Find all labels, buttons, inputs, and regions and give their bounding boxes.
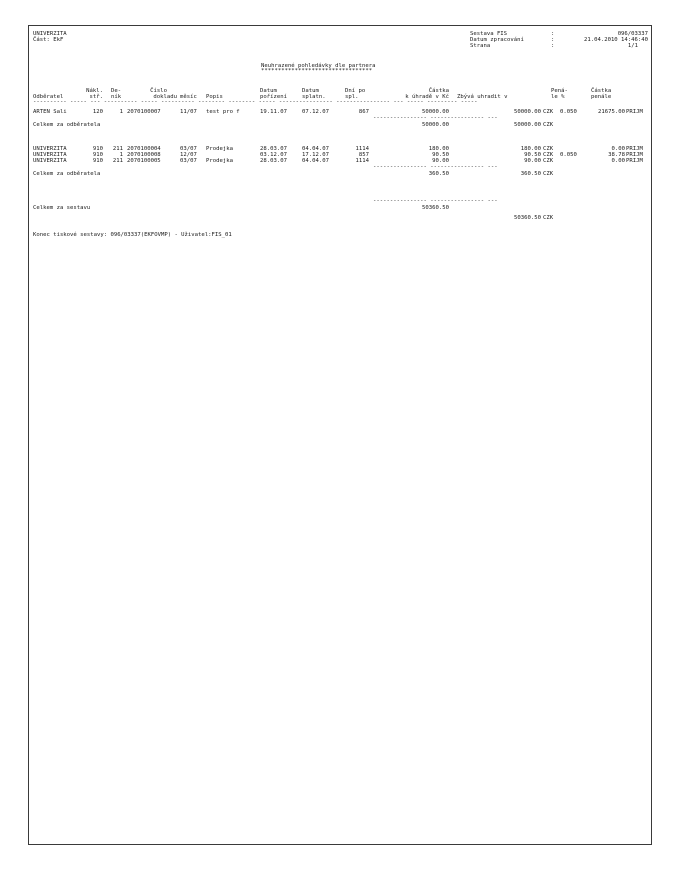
cell-zbyva: 180.00	[520, 146, 541, 152]
cell-odberatel: UNIVERZITA	[33, 152, 67, 158]
report-page	[28, 25, 652, 845]
cell-denik: 211	[112, 158, 123, 164]
cell-zbyva: 50000.00	[514, 109, 541, 115]
cell-datum-spl: 04.04.07	[302, 158, 329, 164]
cell-cislo: 2070100004	[127, 146, 161, 152]
cell-mesic: 12/07	[180, 152, 197, 158]
subtotal-castka: 50000.00	[422, 122, 449, 128]
col-castka-1: Částka	[428, 88, 449, 94]
cell-castka: 50000.00	[422, 109, 449, 115]
header-separator: ---------- ----- --- ---------- ----- ---------- -------- -------- ----- ---------------- ---------------- --- ----- --------- -----	[33, 99, 478, 105]
col-cislo-1: Číslo	[150, 88, 167, 94]
cell-datum-por: 03.12.07	[260, 152, 287, 158]
cell-castka-penale: 21675.00	[598, 109, 625, 115]
cell-denik: 1	[119, 109, 123, 115]
report-footer: Konec tiskové sestavy: 096/03337(EKFOVMP) - Uživatel:FIS_01	[33, 232, 232, 238]
cell-datum-por: 28.03.07	[260, 158, 287, 164]
cell-nakl: 120	[92, 109, 103, 115]
cell-datum-por: 28.03.07	[260, 146, 287, 152]
cell-mesic: 03/07	[180, 158, 197, 164]
cell-penale: 0.050	[560, 109, 577, 115]
grand-total-label: Celkem za sestavu	[33, 205, 91, 211]
subtotal-label: Celkem za odběratela	[33, 171, 101, 177]
grand-total-separator: ---------------- ---------------- ---	[373, 198, 498, 204]
cell-denik: 211	[112, 146, 123, 152]
org-part: Část: EkF	[33, 37, 64, 43]
cell-popis: Prodejka	[206, 158, 233, 164]
cell-typ: PRIJM	[626, 152, 643, 158]
cell-odberatel: ARTEN Sali	[33, 109, 67, 115]
cell-mesic: 11/07	[180, 109, 197, 115]
cell-mena: CZK	[543, 152, 554, 158]
cell-odberatel: UNIVERZITA	[33, 158, 67, 164]
col-denik-2: ník	[111, 94, 122, 100]
grand-total-mena: CZK	[543, 215, 554, 221]
subtotal-castka: 360.50	[428, 171, 449, 177]
cell-denik: 1	[119, 152, 123, 158]
cell-mena: CZK	[543, 109, 554, 115]
cell-zbyva: 90.00	[524, 158, 541, 164]
subtotal-mena: CZK	[543, 171, 554, 177]
org-name: UNIVERZITA	[33, 31, 67, 37]
grand-total-zbyva: 50360.50	[514, 215, 541, 221]
cell-mena: CZK	[543, 146, 554, 152]
col-castka-penale-1: Částka	[591, 88, 612, 94]
subtotal-label: Celkem za odběratela	[33, 122, 101, 128]
cell-nakl: 910	[92, 146, 103, 152]
cell-mesic: 03/07	[180, 146, 197, 152]
col-castka-2: k úhradě v Kč	[405, 94, 449, 100]
cell-cislo: 2070100008	[127, 152, 161, 158]
col-cislo-2: dokladu	[153, 94, 177, 100]
col-datum-por-1: Datum	[260, 88, 277, 94]
col-datum-spl-2: splatn.	[302, 94, 326, 100]
cell-dni: 857	[358, 152, 369, 158]
cell-dni: 867	[358, 109, 369, 115]
cell-cislo: 2070100005	[127, 158, 161, 164]
cell-typ: PRIJM	[626, 146, 643, 152]
page-label: Strana	[470, 43, 491, 49]
cell-castka: 90.50	[432, 152, 449, 158]
cell-castka: 90.00	[432, 158, 449, 164]
subtotal-mena: CZK	[543, 122, 554, 128]
title-underline: *********************************	[261, 68, 373, 74]
processed-label: Datum zpracování	[470, 37, 524, 43]
cell-typ: PRIJM	[626, 109, 643, 115]
col-datum-por-2: pořízení	[260, 94, 287, 100]
cell-typ: PRIJM	[626, 158, 643, 164]
cell-dni: 1114	[355, 158, 369, 164]
cell-popis: test pro f	[206, 109, 240, 115]
col-penale-2: le %	[551, 94, 565, 100]
colon: :	[551, 37, 555, 43]
processed-datetime: 21.04.2010 14:46:40	[584, 37, 648, 43]
colon: :	[551, 43, 555, 49]
subtotal-separator: ---------------- ---------------- ---	[373, 164, 498, 170]
cell-cislo: 2070100007	[127, 109, 161, 115]
cell-odberatel: UNIVERZITA	[33, 146, 67, 152]
cell-zbyva: 90.50	[524, 152, 541, 158]
grand-total-castka: 50360.50	[422, 205, 449, 211]
cell-datum-por: 19.11.07	[260, 109, 287, 115]
cell-castka-penale: 38.78	[608, 152, 625, 158]
cell-popis: Prodejka	[206, 146, 233, 152]
cell-nakl: 910	[92, 152, 103, 158]
cell-datum-spl: 04.04.07	[302, 146, 329, 152]
cell-datum-spl: 17.12.07	[302, 152, 329, 158]
cell-castka-penale: 0.00	[611, 158, 625, 164]
cell-castka-penale: 0.00	[611, 146, 625, 152]
col-dni-po-1: Dní po	[345, 88, 366, 94]
report-label: Sestava FIS	[470, 31, 508, 37]
cell-castka: 180.00	[428, 146, 449, 152]
report-number: 096/03337	[617, 31, 648, 37]
col-nakl-2: stř.	[89, 94, 103, 100]
colon: :	[551, 31, 555, 37]
col-dni-po-2: spl.	[345, 94, 359, 100]
col-zbyva: Zbývá uhradit v	[457, 94, 508, 100]
col-datum-spl-1: Datum	[302, 88, 319, 94]
col-mesic: měsíc	[180, 94, 197, 100]
col-denik-1: De-	[111, 88, 122, 94]
cell-mena: CZK	[543, 158, 554, 164]
subtotal-zbyva: 50000.00	[514, 122, 541, 128]
col-nakl-1: Nákl.	[86, 88, 103, 94]
col-popis: Popis	[206, 94, 223, 100]
report-title: Neuhrazené pohledávky dle partnera	[261, 63, 376, 69]
cell-dni: 1114	[355, 146, 369, 152]
page-number: 1/1	[627, 43, 638, 49]
cell-nakl: 910	[92, 158, 103, 164]
cell-datum-spl: 07.12.07	[302, 109, 329, 115]
col-odberatel-2: Odběratel	[33, 94, 64, 100]
cell-penale: 0.050	[560, 152, 577, 158]
subtotal-zbyva: 360.50	[520, 171, 541, 177]
col-castka-penale-2: penále	[591, 94, 612, 100]
subtotal-separator: ---------------- ---------------- ---	[373, 115, 498, 121]
col-penale-1: Pená-	[551, 88, 568, 94]
